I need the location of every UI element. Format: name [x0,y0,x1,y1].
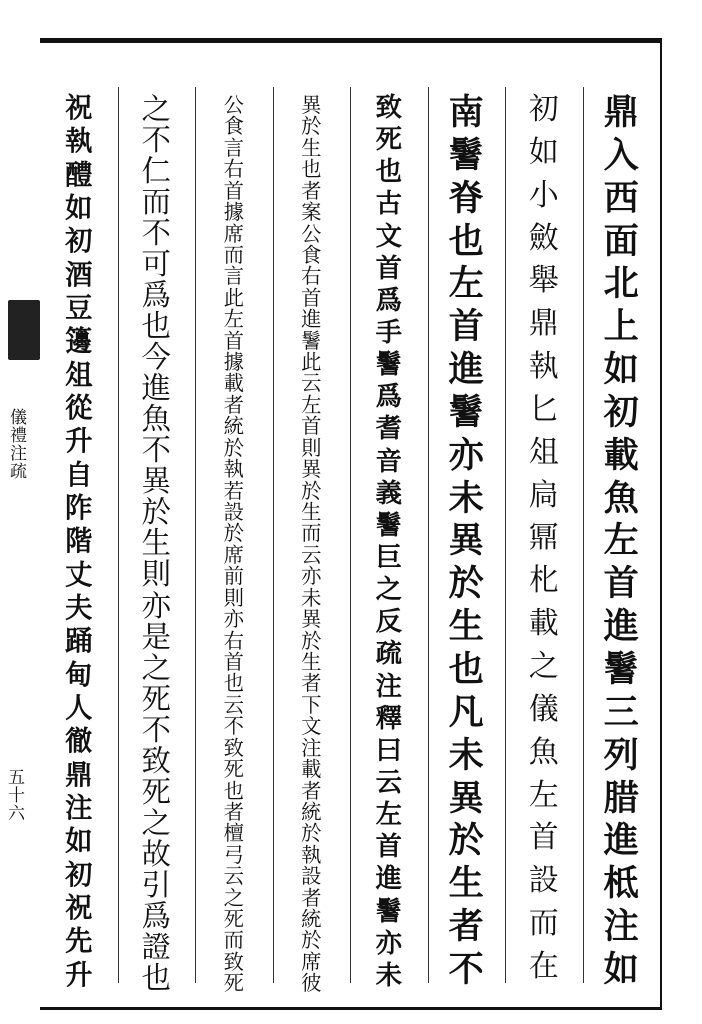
gutter-title-char: 儀 [10,408,27,428]
glyph: 左 [223,307,244,332]
text-column-1 [583,92,661,995]
glyph: 異 [301,607,322,632]
glyph: 載 [528,606,559,642]
glyph: 也 [141,960,171,995]
column-rule [118,87,119,983]
glyph: 而 [301,521,322,546]
glyph: 而 [223,242,244,267]
glyph: 致 [223,735,244,760]
glyph: 之 [528,648,559,684]
glyph: 死 [141,681,171,716]
glyph: 首 [301,414,322,439]
glyph: 如 [65,825,93,858]
glyph: 初 [65,858,93,891]
glyph: 統 [223,414,244,439]
glyph: 鼏 [528,520,559,556]
glyph: 夫 [65,591,93,624]
glyph: 前 [223,564,244,589]
glyph: 曰 [375,734,402,766]
page-number-char: 五 [8,768,25,788]
glyph: 於 [301,114,322,139]
glyph: 於 [301,628,322,653]
text-column-6 [195,95,273,995]
glyph: 者 [223,392,244,417]
glyph: 不 [141,433,171,468]
glyph: 踊 [65,625,93,658]
glyph: 執 [223,457,244,482]
glyph: 首 [448,306,484,348]
glyph: 義 [375,477,402,509]
glyph: 首 [528,820,559,856]
gutter-title-char: 禮 [10,425,27,446]
glyph: 注 [375,670,402,702]
glyph: 首 [603,563,639,605]
glyph: 注 [301,735,322,760]
page-number [8,770,25,824]
glyph: 生 [301,135,322,160]
glyph: 之 [141,805,171,840]
glyph: 於 [448,820,484,862]
glyph: 首 [223,178,244,203]
glyph: 斂 [528,220,559,256]
glyph: 故 [141,836,171,871]
glyph: 致 [375,92,402,123]
glyph: 進 [301,307,322,332]
glyph: 如 [603,349,639,391]
glyph: 也 [301,157,322,182]
glyph: 而 [528,906,559,942]
glyph: 巨 [375,541,402,573]
glyph: 籩 [65,325,93,358]
text-column-2 [505,92,583,995]
glyph: 面 [603,220,639,262]
glyph: 首 [375,831,402,863]
glyph: 之 [223,885,244,910]
glyph: 注 [603,906,639,948]
glyph: 初 [65,225,93,258]
glyph: 甸 [65,658,93,691]
column-rule [505,87,506,983]
glyph: 儀 [528,691,559,727]
glyph: 載 [603,434,639,476]
glyph: 則 [223,585,244,610]
glyph: 不 [141,712,171,747]
glyph: 徹 [65,725,93,758]
glyph: 食 [301,242,322,267]
glyph: 生 [301,500,322,525]
glyph: 進 [448,349,484,391]
glyph: 也 [223,778,244,803]
glyph: 鬐 [301,328,322,353]
gutter-title-char: 疏 [10,461,27,482]
glyph: 生 [448,606,484,648]
glyph: 引 [141,867,171,902]
glyph: 者 [301,885,322,910]
glyph: 致 [141,743,171,778]
glyph: 魚 [141,402,171,437]
glyph: 食 [223,114,244,139]
glyph: 列 [603,734,639,776]
glyph: 異 [301,457,322,482]
glyph: 據 [223,350,244,375]
glyph: 階 [65,525,93,558]
glyph: 升 [65,958,93,991]
glyph: 未 [375,959,402,991]
glyph: 於 [448,563,484,605]
glyph: 異 [448,520,484,562]
text-column-8 [40,92,118,995]
glyph: 下 [301,692,322,717]
glyph: 若 [223,478,244,503]
glyph: 檀 [223,821,244,846]
glyph: 亦 [375,927,402,959]
glyph: 不 [141,123,171,158]
glyph: 鬐 [375,895,402,927]
glyph: 也 [141,309,171,344]
glyph: 入 [603,134,639,176]
glyph: 此 [301,350,322,375]
glyph: 者 [301,178,322,203]
glyph: 左 [448,263,484,305]
glyph: 席 [301,949,322,974]
glyph: 死 [223,907,244,932]
glyph: 升 [65,425,93,458]
glyph: 如 [528,134,559,170]
glyph: 左 [528,777,559,813]
glyph: 設 [301,864,322,889]
glyph: 是 [141,619,171,654]
glyph: 祝 [65,92,93,124]
text-column-7 [118,92,196,995]
glyph: 人 [65,691,93,724]
glyph: 鼎 [65,758,93,791]
glyph: 死 [375,124,402,156]
glyph: 生 [301,649,322,674]
glyph: 未 [448,734,484,776]
glyph: 載 [301,757,322,782]
glyph: 則 [141,557,171,592]
glyph: 扃 [528,477,559,513]
glyph: 釋 [375,702,402,734]
glyph: 而 [223,928,244,953]
glyph: 進 [603,606,639,648]
glyph: 也 [448,220,484,262]
glyph: 進 [603,820,639,862]
glyph: 異 [301,93,322,117]
glyph: 之 [141,92,171,126]
glyph: 匕 [528,391,559,427]
glyph: 南 [448,92,484,133]
glyph: 鼎 [603,92,639,133]
glyph: 生 [141,526,171,561]
glyph: 於 [141,495,171,530]
glyph: 彼 [301,971,322,996]
glyph: 魚 [528,734,559,770]
glyph: 公 [301,221,322,246]
glyph: 未 [301,585,322,610]
glyph: 死 [223,971,244,996]
glyph: 自 [65,458,93,491]
glyph: 者 [448,906,484,948]
glyph: 舉 [528,263,559,299]
glyph: 執 [301,842,322,867]
glyph: 右 [223,628,244,653]
glyph: 席 [223,221,244,246]
glyph: 弓 [223,842,244,867]
glyph: 不 [223,714,244,739]
glyph: 今 [141,340,171,375]
glyph: 爲 [375,381,402,413]
glyph: 爲 [141,898,171,933]
glyph: 鼎 [528,306,559,342]
glyph: 醴 [65,158,93,191]
glyph: 云 [301,371,322,396]
glyph: 丈 [65,558,93,591]
glyph: 於 [301,478,322,503]
glyph: 首 [223,649,244,674]
glyph: 注 [65,791,93,824]
glyph: 而 [141,185,171,220]
glyph: 致 [223,949,244,974]
glyph: 爲 [141,278,171,313]
page-number-char: 十 [8,785,25,806]
glyph: 云 [301,542,322,567]
glyph: 言 [223,135,244,160]
glyph: 異 [141,464,171,499]
glyph: 古 [375,188,402,220]
glyph: 者 [223,799,244,824]
glyph: 左 [301,392,322,417]
column-rule [195,87,196,983]
glyph: 不 [448,948,484,990]
glyph: 鬐 [603,648,639,690]
glyph: 脊 [448,177,484,219]
glyph: 疏 [375,638,402,670]
glyph: 未 [448,477,484,519]
glyph: 右 [223,157,244,182]
glyph: 亦 [448,434,484,476]
glyph: 公 [223,93,244,117]
glyph: 如 [603,948,639,990]
glyph: 俎 [65,358,93,391]
glyph: 首 [223,328,244,353]
column-rule [583,87,584,983]
glyph: 鬐 [448,134,484,176]
glyph: 鬐 [448,391,484,433]
glyph: 於 [301,928,322,953]
glyph: 死 [223,757,244,782]
glyph: 腊 [603,777,639,819]
column-rule [350,87,351,983]
glyph: 在 [528,948,559,984]
glyph: 反 [375,606,402,638]
glyph: 如 [65,191,93,224]
glyph: 載 [223,371,244,396]
glyph: 朼 [528,563,559,599]
glyph: 阼 [65,491,93,524]
glyph: 也 [448,648,484,690]
glyph: 鬐 [375,349,402,381]
glyph: 之 [141,650,171,685]
glyph: 進 [141,371,171,406]
glyph: 首 [301,285,322,310]
glyph: 據 [223,200,244,225]
glyph: 死 [141,774,171,809]
glyph: 則 [301,435,322,460]
glyph: 上 [603,306,639,348]
glyph: 文 [301,714,322,739]
text-column-3 [428,92,506,995]
glyph: 祝 [65,891,93,924]
column-rule [273,87,274,983]
glyph: 鬐 [375,509,402,541]
glyph: 云 [223,692,244,717]
glyph: 初 [603,391,639,433]
glyph: 於 [223,521,244,546]
glyph: 此 [223,285,244,310]
glyph: 可 [141,247,171,282]
glyph: 先 [65,925,93,958]
glyph: 云 [375,766,402,798]
glyph: 設 [528,863,559,899]
glyph: 言 [223,264,244,289]
glyph: 北 [603,263,639,305]
glyph: 於 [301,821,322,846]
glyph: 首 [375,252,402,284]
glyph: 俎 [528,434,559,470]
glyph: 也 [375,156,402,188]
glyph: 小 [528,177,559,213]
glyph: 亦 [141,588,171,623]
glyph: 者 [301,778,322,803]
glyph: 豆 [65,291,93,324]
glyph: 於 [223,435,244,460]
glyph: 三 [603,691,639,733]
glyph: 云 [223,864,244,889]
glyph: 進 [375,863,402,895]
gutter-tab [8,300,40,360]
glyph: 西 [603,177,639,219]
glyph: 異 [448,777,484,819]
glyph: 執 [65,125,93,158]
glyph: 不 [141,216,171,251]
glyph: 酒 [65,258,93,291]
glyph: 凡 [448,691,484,733]
glyph: 之 [375,574,402,606]
glyph: 設 [223,500,244,525]
glyph: 初 [528,92,559,127]
gutter-title-char: 注 [10,443,27,464]
glyph: 生 [448,863,484,905]
glyph: 亦 [223,607,244,632]
glyph: 左 [375,799,402,831]
text-frame [40,38,662,1010]
page-number-char: 六 [8,803,25,824]
glyph: 者 [301,671,322,696]
text-column-4 [350,92,428,995]
glyph: 統 [301,799,322,824]
glyph: 執 [528,349,559,385]
column-rule [428,87,429,983]
glyph: 席 [223,542,244,567]
glyph: 也 [223,671,244,696]
glyph: 柢 [603,863,639,905]
gutter-title [10,410,27,481]
glyph: 音 [375,445,402,477]
glyph: 耆 [375,413,402,445]
glyph: 右 [301,264,322,289]
glyph: 手 [375,316,402,348]
text-column-5 [273,95,351,995]
glyph: 魚 [603,477,639,519]
glyph: 左 [603,520,639,562]
glyph: 證 [141,929,171,964]
glyph: 仁 [141,154,171,189]
glyph: 從 [65,391,93,424]
glyph: 文 [375,220,402,252]
glyph: 案 [301,200,322,225]
glyph: 爲 [375,284,402,316]
glyph: 統 [301,907,322,932]
glyph: 亦 [301,564,322,589]
